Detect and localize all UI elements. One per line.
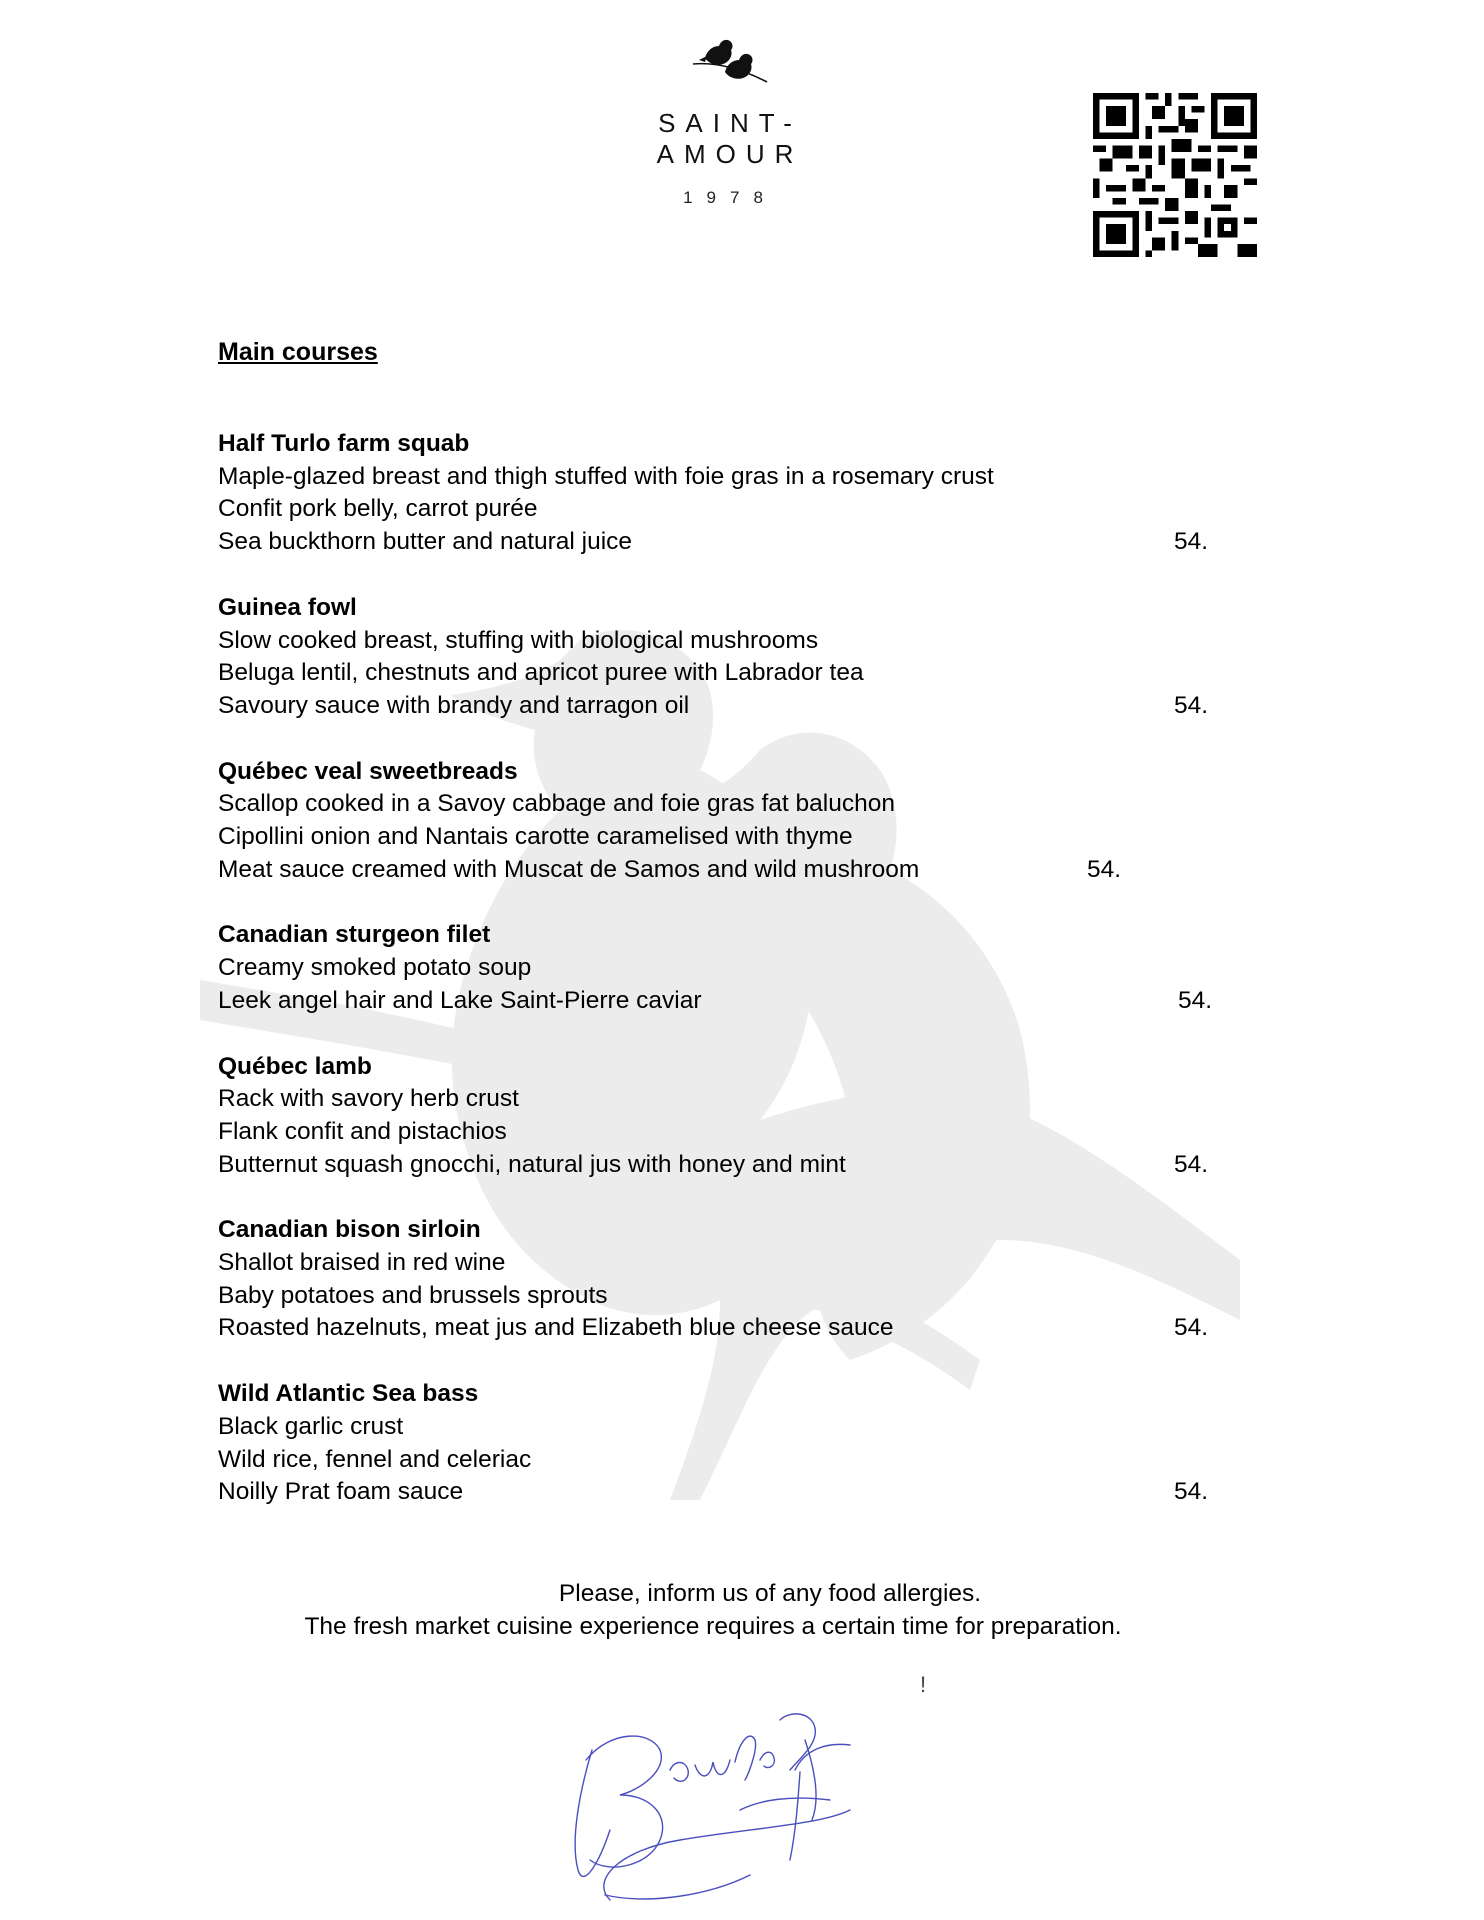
- dish-price: 54.: [1087, 855, 1122, 883]
- dish-description-line: Scallop cooked in a Savoy cabbage and foie gras fat baluchon: [218, 790, 895, 818]
- dish-price: 54.: [1174, 1314, 1209, 1342]
- allergy-note: [0, 1578, 1484, 1643]
- dish-item: [218, 592, 1278, 723]
- dish-description-line: Flank confit and pistachios: [218, 1117, 507, 1145]
- dish-item: [218, 1051, 1278, 1182]
- dish-name: Canadian sturgeon filet: [218, 921, 491, 949]
- menu-content: [218, 332, 1278, 1506]
- dish-description-line: Black garlic crust: [218, 1412, 404, 1440]
- dish-item: [218, 1214, 1278, 1345]
- section-title: Main courses: [218, 338, 378, 366]
- dish-description-line: Butternut squash gnocchi, natural jus with honey and mint: [218, 1150, 846, 1178]
- dish-description-line: Slow cooked breast, stuffing with biological mushrooms: [218, 626, 819, 654]
- qr-code-icon: [1093, 93, 1257, 257]
- exclamation-mark: !: [920, 1672, 927, 1697]
- dish-name: Guinea fowl: [218, 593, 357, 621]
- allergy-note-line: Please, inform us of any food allergies.: [558, 1580, 982, 1607]
- dish-price: 54.: [1174, 1150, 1209, 1178]
- dish-description-line: Rack with savory herb crust: [218, 1085, 519, 1113]
- dish-description-line: Savoury sauce with brandy and tarragon oil: [218, 691, 690, 719]
- dish-description-line: Wild rice, fennel and celeriac: [218, 1445, 532, 1473]
- dish-price: 54.: [1174, 1478, 1209, 1506]
- dish-item: [218, 756, 1278, 887]
- two-birds-on-branch-icon: [685, 30, 775, 90]
- dish-description-line: Meat sauce creamed with Muscat de Samos and wild mushroom: [218, 855, 920, 883]
- restaurant-logo: [585, 30, 875, 207]
- brand-year: 1978: [683, 188, 777, 207]
- dish-description-line: Cipollini onion and Nantais carotte caramelised with thyme: [218, 823, 853, 851]
- dish-description-line: Confit pork belly, carrot purée: [218, 495, 538, 523]
- dish-description-line: Baby potatoes and brussels sprouts: [218, 1281, 608, 1309]
- dish-name: Québec lamb: [218, 1052, 372, 1080]
- dish-list: [218, 428, 1278, 1542]
- dish-description-line: Noilly Prat foam sauce: [218, 1478, 464, 1506]
- dish-name: Canadian bison sirloin: [218, 1216, 481, 1244]
- dish-description-line: Sea buckthorn butter and natural juice: [218, 528, 633, 556]
- dish-price: 54.: [1178, 986, 1213, 1014]
- dish-item: [218, 1378, 1278, 1509]
- dish-item: [218, 919, 1278, 1017]
- dish-description-line: Creamy smoked potato soup: [218, 954, 532, 982]
- dish-description-line: Leek angel hair and Lake Saint-Pierre caviar: [218, 986, 702, 1014]
- preparation-note-line: The fresh market cuisine experience requires a certain time for preparation.: [304, 1612, 1122, 1640]
- dish-name: Wild Atlantic Sea bass: [218, 1380, 479, 1408]
- handwritten-signature-icon: [550, 1700, 890, 1910]
- dish-price: 54.: [1174, 528, 1209, 556]
- dish-price: 54.: [1174, 691, 1209, 719]
- dish-name: Half Turlo farm squab: [218, 430, 470, 457]
- dish-description-line: Roasted hazelnuts, meat jus and Elizabeth blue cheese sauce: [218, 1314, 894, 1342]
- dish-description-line: Beluga lentil, chestnuts and apricot puree with Labrador tea: [218, 659, 864, 687]
- dish-description-line: Maple-glazed breast and thigh stuffed with foie gras in a rosemary crust: [218, 462, 994, 490]
- dish-name: Québec veal sweetbreads: [218, 757, 518, 785]
- brand-name: SAINT-AMOUR: [656, 108, 804, 169]
- dish-item: [218, 428, 1278, 559]
- dish-description-line: Shallot braised in red wine: [218, 1249, 506, 1277]
